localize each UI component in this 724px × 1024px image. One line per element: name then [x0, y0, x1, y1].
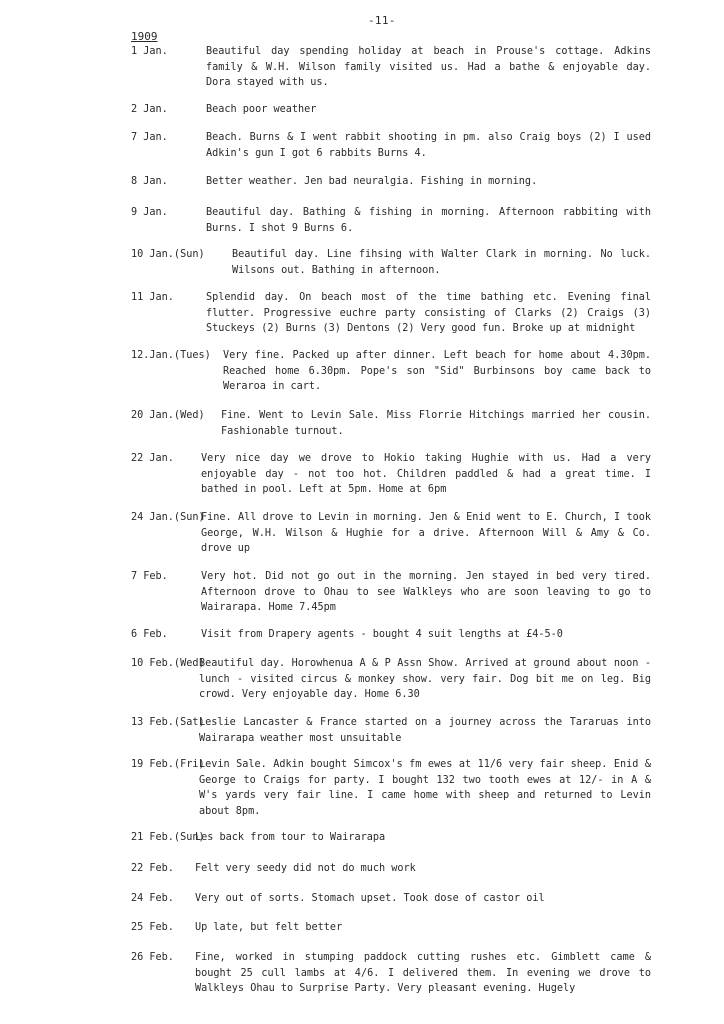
entry-text: Leslie Lancaster & France started on a journey across the Tararuas into Wairarapa weather most unsuitable [199, 717, 651, 744]
entry-date: 7 Jan. [131, 132, 168, 143]
entry-date: 9 Jan. [131, 207, 168, 218]
entry-text: Levin Sale. Adkin bought Simcox's fm ewes at 11/6 very fair sheep. Enid & George to Craigs for party. I bought 132 two tooth ewes at 12/- in A & W's yards very fair line. I came home with sheep and returned to Levin about 8pm. [199, 759, 651, 817]
entry-date: 12.Jan.(Tues) [131, 350, 211, 361]
entry-date: 20 Jan.(Wed) [131, 410, 205, 421]
entry-text: Very fine. Packed up after dinner. Left beach for home about 4.30pm. Reached home 6.30pm. Pope's son "Sid" Burbinsons boy came back to Weraroa in cart. [223, 350, 651, 393]
entry-date: 19 Feb.(Fri) [131, 759, 205, 770]
diary-entry [131, 102, 651, 118]
entry-text: Very nice day we drove to Hokio taking Hughie with us. Had a very enjoyable day - not too hot. Children paddled & had a great time. I bathed in pool. Left at 5pm. Home at 6pm [201, 453, 651, 496]
entry-date: 13 Feb.(Sat) [131, 717, 205, 728]
entry-text: Visit from Drapery agents - bought 4 suit lengths at £4-5-0 [201, 629, 563, 640]
diary-entry [131, 627, 651, 643]
entry-text: Les back from tour to Wairarapa [195, 832, 386, 843]
diary-entry [131, 715, 651, 746]
entry-date: 21 Feb.(Sun) [131, 832, 205, 843]
entry-date: 10 Feb.(Wed) [131, 658, 205, 669]
diary-entry [131, 348, 651, 395]
entry-date: 24 Jan.(Sun) [131, 512, 205, 523]
entry-text: Beautiful day. Bathing & fishing in morning. Afternoon rabbiting with Burns. I shot 9 Burns 6. [206, 207, 651, 234]
entry-date: 26 Feb. [131, 952, 174, 963]
entry-text: Felt very seedy did not do much work [195, 863, 416, 874]
year-heading: 1909 [131, 30, 158, 43]
entry-date: 8 Jan. [131, 176, 168, 187]
entry-date: 22 Jan. [131, 453, 174, 464]
diary-entry [131, 408, 651, 439]
entry-date: 7 Feb. [131, 571, 168, 582]
entry-text: Beach. Burns & I went rabbit shooting in pm. also Craig boys (2) I used Adkin's gun I got 6 rabbits Burns 4. [206, 132, 651, 159]
entry-date: 6 Feb. [131, 629, 168, 640]
entry-text: Beautiful day spending holiday at beach in Prouse's cottage. Adkins family & W.H. Wilson family visited us. Had a bathe & enjoyable day. Dora stayed with us. [206, 46, 651, 89]
entry-text: Fine. Went to Levin Sale. Miss Florrie Hitchings married her cousin. Fashionable turnout. [221, 410, 651, 437]
diary-entry [131, 757, 651, 819]
diary-entry [131, 920, 651, 936]
diary-entry [131, 205, 651, 236]
diary-entry [131, 891, 651, 907]
diary-entry [131, 830, 651, 846]
entry-date: 22 Feb. [131, 863, 174, 874]
diary-entry [131, 44, 651, 91]
entry-text: Fine, worked in stumping paddock cutting rushes etc. Gimblett came & bought 25 cull lambs at 4/6. I delivered them. In evening we drove to Walkleys Ohau to Surprise Party. Very pleasant evening. Hugely [195, 952, 651, 995]
entry-text: Better weather. Jen bad neuralgia. Fishing in morning. [206, 176, 538, 187]
entry-text: Beach poor weather [206, 104, 317, 115]
entry-text: Very out of sorts. Stomach upset. Took dose of castor oil [195, 893, 545, 904]
diary-entry [131, 510, 651, 557]
entry-date: 24 Feb. [131, 893, 174, 904]
entry-date: 10 Jan.(Sun) [131, 249, 205, 260]
entry-text: Splendid day. On beach most of the time bathing etc. Evening final flutter. Progressive euchre party consisting of Clarks (2) Craigs (3) Stuckeys (2) Burns (3) Dentons (2) Very good fun. Broke up at midnight [206, 292, 651, 335]
entry-text: Fine. All drove to Levin in morning. Jen & Enid went to E. Church, I took George, W.H. Wilson & Hughie for a drive. Afternoon Will & Amy & Co. drove up [201, 512, 651, 555]
entry-date: 2 Jan. [131, 104, 168, 115]
diary-entry [131, 130, 651, 161]
diary-entry [131, 656, 651, 703]
diary-entry [131, 950, 651, 997]
entry-date: 11 Jan. [131, 292, 174, 303]
entry-text: Very hot. Did not go out in the morning. Jen stayed in bed very tired. Afternoon drove to Ohau to see Walkleys who are soon leaving to go to Wairarapa. Home 7.45pm [201, 571, 651, 614]
entry-text: Up late, but felt better [195, 922, 343, 933]
page-number: -11- [368, 14, 396, 27]
diary-entry [131, 290, 651, 337]
diary-entry [131, 569, 651, 616]
diary-entry [131, 247, 651, 278]
diary-entry [131, 861, 651, 877]
entry-date: 25 Feb. [131, 922, 174, 933]
entry-text: Beautiful day. Line fihsing with Walter Clark in morning. No luck. Wilsons out. Bathing in afternoon. [232, 249, 651, 276]
diary-entry [131, 174, 651, 190]
diary-entry [131, 451, 651, 498]
entry-text: Beautiful day. Horowhenua A & P Assn Show. Arrived at ground about noon - lunch - visited circus & monkey show. very fair. Dog bit me on leg. Big crowd. Very enjoyable day. Home 6.30 [199, 658, 651, 701]
entry-date: 1 Jan. [131, 46, 168, 57]
